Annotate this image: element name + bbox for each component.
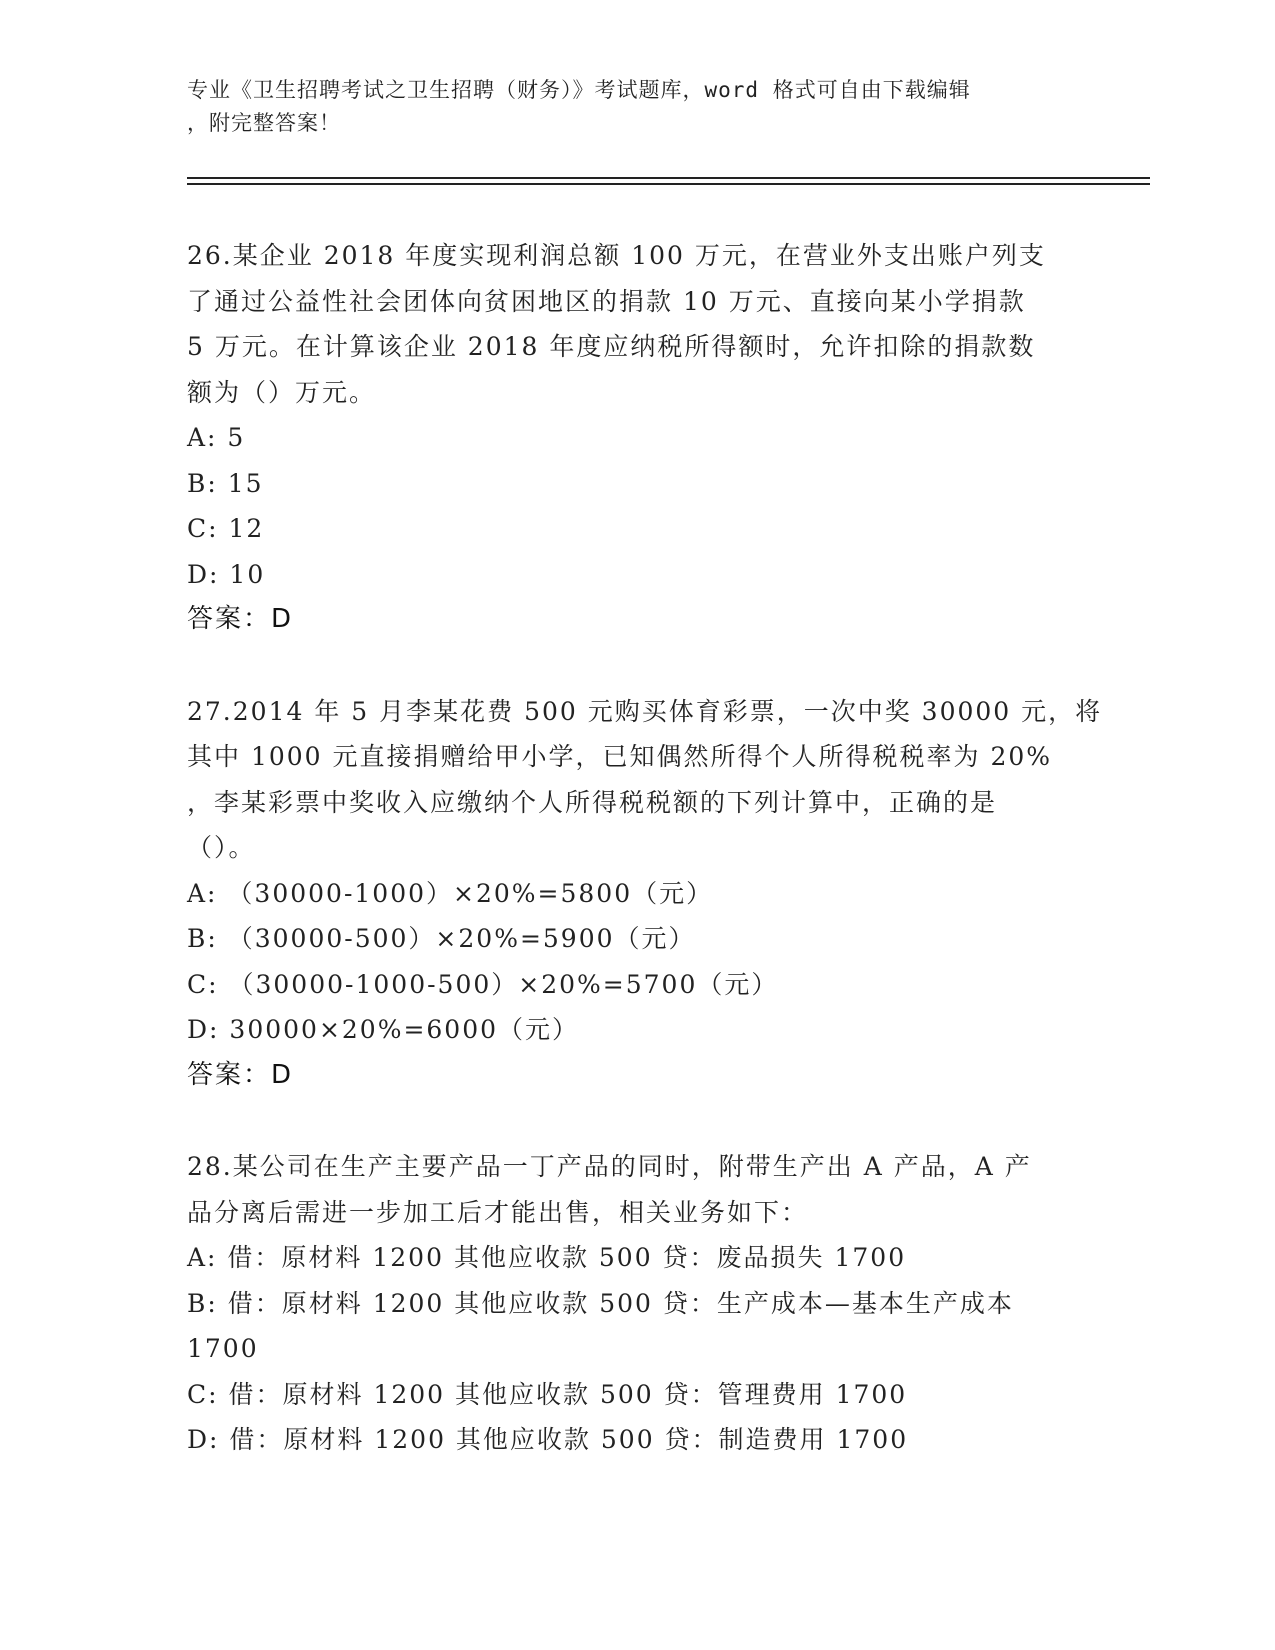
question-stem-line: 28.某公司在生产主要产品一丁产品的同时，附带生产出 A 产品，A 产 [187, 1152, 1032, 1181]
option-a: A: 借：原材料 1200 其他应收款 500 贷：废品损失 1700 [187, 1243, 907, 1272]
option-a: A: 5 [187, 423, 246, 452]
option-b: B: （30000-500）×20%=5900（元） [187, 924, 696, 953]
option-b-continuation: 1700 [187, 1334, 259, 1363]
option-c: C: （30000-1000-500）×20%=5700（元） [187, 969, 779, 999]
question-list [187, 233, 1103, 1463]
answer-line: 答案：D [187, 1059, 294, 1090]
header-divider [187, 177, 1150, 179]
option-d: D: 10 [187, 559, 266, 589]
question-stem-line: （）。 [187, 833, 256, 862]
question-spacer [187, 1098, 1087, 1144]
question-block [187, 233, 1087, 643]
option-d: D: 30000×20%=6000（元） [187, 1015, 580, 1044]
question-stem-line: 了通过公益性社会团体向贫困地区的捐款 10 万元、直接向某小学捐款 [187, 286, 1026, 316]
option-d: D: 借：原材料 1200 其他应收款 500 贷：制造费用 1700 [187, 1425, 909, 1454]
header-line: 专业《卫生招聘考试之卫生招聘（财务）》考试题库，word 格式可自由下载编辑 [187, 78, 971, 102]
question-block [187, 689, 1103, 1099]
question-spacer [187, 643, 1087, 689]
question-block [187, 1144, 1087, 1463]
option-c: C: 12 [187, 514, 265, 543]
question-stem-line: 27.2014 年 5 月李某花费 500 元购买体育彩票，一次中奖 30000 元，将 [187, 696, 1103, 726]
option-c: C: 借：原材料 1200 其他应收款 500 贷：管理费用 1700 [187, 1379, 908, 1409]
question-stem-line: 额为（）万元。 [187, 377, 377, 407]
question-stem-line: 5 万元。在计算该企业 2018 年度应纳税所得额时，允许扣除的捐款数 [187, 332, 1036, 361]
option-b: B: 15 [187, 468, 264, 498]
document-header [187, 74, 1067, 140]
option-a: A: （30000-1000）×20%=5800（元） [187, 878, 714, 908]
question-stem-line: 26.某企业 2018 年度实现利润总额 100 万元，在营业外支出账户列支 [187, 241, 1046, 270]
header-line: ，附完整答案！ [187, 111, 341, 135]
answer-line: 答案：D [187, 604, 294, 634]
question-stem-line: 品分离后需进一步加工后才能出售，相关业务如下： [187, 1197, 809, 1227]
question-stem-line: 其中 1000 元直接捐赠给甲小学，已知偶然所得个人所得税税率为 20% [187, 742, 1053, 771]
question-stem-line: ，李某彩票中奖收入应缴纳个人所得税税额的下列计算中，正确的是 [187, 787, 998, 817]
header-divider [187, 183, 1150, 185]
option-b: B: 借：原材料 1200 其他应收款 500 贷：生产成本—基本生产成本 [187, 1288, 1014, 1318]
